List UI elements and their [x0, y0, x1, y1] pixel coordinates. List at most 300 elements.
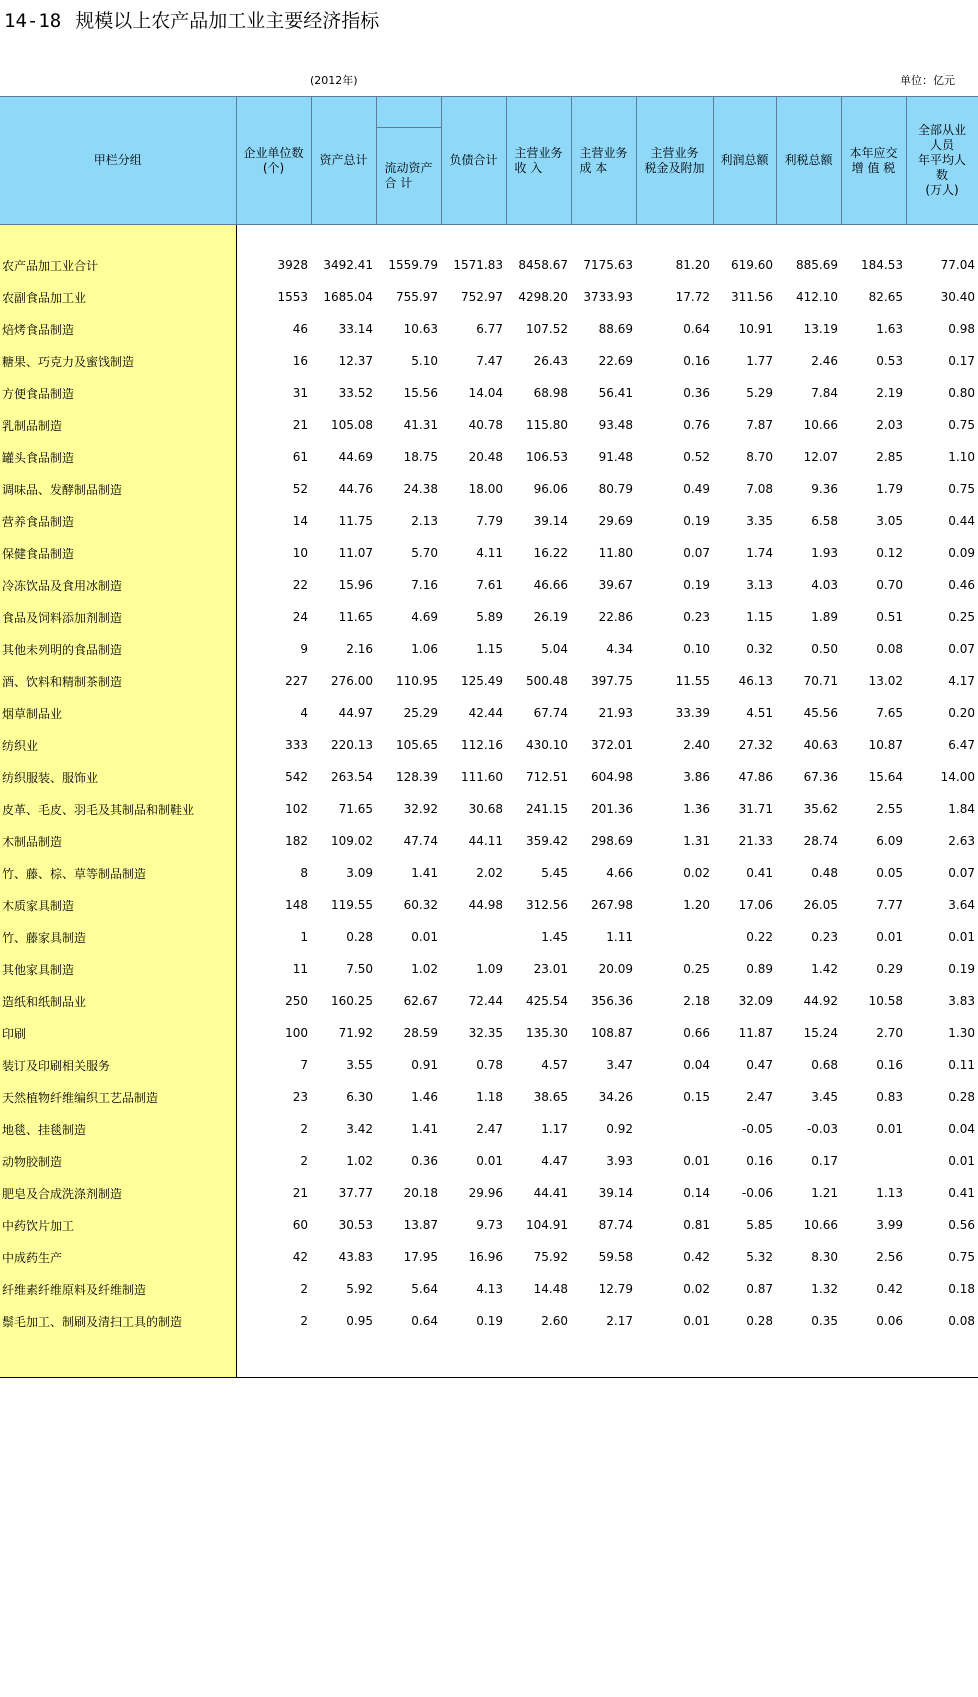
table-cell: 44.76 — [338, 482, 373, 496]
row-label: 酒、饮料和精制茶制造 — [0, 665, 236, 697]
table-cell: 2.70 — [876, 1026, 903, 1040]
header-current-assets: 流动资产 合 计 — [376, 128, 441, 225]
table-cell: -0.03 — [806, 1122, 838, 1136]
table-cell: 1685.04 — [323, 290, 373, 304]
table-cell: 1.41 — [411, 866, 438, 880]
table-cell: 619.60 — [731, 258, 773, 272]
table-cell: 33.39 — [675, 706, 710, 720]
table-cell: 106.53 — [526, 450, 568, 464]
table-cell: 5.04 — [541, 642, 568, 656]
table-cell: 21 — [292, 1186, 308, 1200]
table-cell: 46.13 — [738, 674, 773, 688]
row-label: 烟草制品业 — [0, 697, 236, 729]
table-cell: 0.01 — [948, 930, 975, 944]
table-cell: 80.79 — [598, 482, 633, 496]
table-cell: 312.56 — [526, 898, 568, 912]
table-cell: 0.68 — [811, 1058, 838, 1072]
table-cell: 10.87 — [868, 738, 903, 752]
table-row — [0, 313, 978, 345]
table-cell — [636, 1113, 713, 1145]
table-cell: 2 — [300, 1282, 308, 1296]
table-cell: 3928 — [277, 258, 308, 272]
table-cell: 30.53 — [338, 1218, 373, 1232]
table-cell: 0.01 — [411, 930, 438, 944]
table-cell: 500.48 — [526, 674, 568, 688]
table-cell: 4.51 — [746, 706, 773, 720]
table-row — [0, 889, 978, 921]
table-cell: 3.09 — [346, 866, 373, 880]
table-cell: 39.14 — [598, 1186, 633, 1200]
table-cell: 0.08 — [948, 1314, 975, 1328]
row-label: 其他家具制造 — [0, 953, 236, 985]
table-cell: 13.02 — [868, 674, 903, 688]
table-cell: 4.66 — [606, 866, 633, 880]
table-cell: 1.31 — [683, 834, 710, 848]
header-enterprises: 企业单位数 (个) — [236, 97, 311, 225]
table-row — [0, 345, 978, 377]
table-cell: 18.75 — [403, 450, 438, 464]
table-cell: 0.89 — [746, 962, 773, 976]
table-cell: 44.11 — [468, 834, 503, 848]
page-title — [4, 6, 379, 33]
table-row — [0, 1145, 978, 1177]
table-cell: 0.18 — [948, 1282, 975, 1296]
table-cell: 1.13 — [876, 1186, 903, 1200]
table-cell: 10.91 — [738, 322, 773, 336]
table-row — [0, 825, 978, 857]
table-cell: 0.17 — [948, 354, 975, 368]
table-cell: 1.06 — [411, 642, 438, 656]
header-assets: 资产总计 — [311, 97, 376, 225]
row-label: 农副食品加工业 — [0, 281, 236, 313]
table-cell: 13.87 — [403, 1218, 438, 1232]
table-cell: 10 — [292, 546, 308, 560]
table-cell: 5.45 — [541, 866, 568, 880]
table-cell: 3.35 — [746, 514, 773, 528]
table-cell: 0.16 — [683, 354, 710, 368]
table-cell: 4.03 — [811, 578, 838, 592]
table-row — [0, 249, 978, 281]
table-cell: 1.74 — [746, 546, 773, 560]
table-cell: 0.05 — [876, 866, 903, 880]
table-cell: 5.89 — [476, 610, 503, 624]
spacer-row — [0, 1337, 978, 1378]
header-profit: 利润总额 — [713, 97, 776, 225]
row-label: 竹、藤家具制造 — [0, 921, 236, 953]
table-cell: 23 — [292, 1090, 308, 1104]
table-cell: 0.91 — [411, 1058, 438, 1072]
table-row — [0, 921, 978, 953]
table-cell: 0.04 — [948, 1122, 975, 1136]
table-cell: 3.64 — [948, 898, 975, 912]
row-label: 地毯、挂毯制造 — [0, 1113, 236, 1145]
header-liabilities: 负债合计 — [441, 97, 506, 225]
table-cell: 0.01 — [683, 1154, 710, 1168]
table-cell: 7.87 — [746, 418, 773, 432]
table-cell: 712.51 — [526, 770, 568, 784]
table-cell: 0.19 — [683, 578, 710, 592]
table-cell: 75.92 — [533, 1250, 568, 1264]
table-cell: 43.83 — [338, 1250, 373, 1264]
table-row — [0, 505, 978, 537]
table-cell: 0.46 — [948, 578, 975, 592]
row-label: 食品及饲料添加剂制造 — [0, 601, 236, 633]
table-cell: 1.45 — [541, 930, 568, 944]
table-cell: 62.67 — [403, 994, 438, 1008]
table-cell: 16.96 — [468, 1250, 503, 1264]
table-cell: 0.14 — [683, 1186, 710, 1200]
table-cell: 2.13 — [411, 514, 438, 528]
row-label: 冷冻饮品及食用冰制造 — [0, 569, 236, 601]
table-cell: 1553 — [277, 290, 308, 304]
table-cell: 2.18 — [683, 994, 710, 1008]
table-cell: 0.36 — [411, 1154, 438, 1168]
table-cell: 0.28 — [746, 1314, 773, 1328]
table-cell: 12.79 — [598, 1282, 633, 1296]
table-cell: 100 — [285, 1026, 308, 1040]
table-cell: 2.40 — [683, 738, 710, 752]
table-cell: 31.71 — [738, 802, 773, 816]
table-cell: 59.58 — [598, 1250, 633, 1264]
table-cell: 2 — [300, 1154, 308, 1168]
table-cell: 0.01 — [876, 1122, 903, 1136]
table-cell: 3.45 — [811, 1090, 838, 1104]
table-row — [0, 1305, 978, 1337]
table-cell: 20.18 — [403, 1186, 438, 1200]
header-cost: 主营业务 成 本 — [571, 97, 636, 225]
header-tax-surcharge: 主营业务 税金及附加 — [636, 97, 713, 225]
table-cell: 82.65 — [868, 290, 903, 304]
table-row — [0, 1049, 978, 1081]
table-cell: 4.13 — [476, 1282, 503, 1296]
table-cell: 0.95 — [346, 1314, 373, 1328]
table-cell: 311.56 — [731, 290, 773, 304]
table-cell: 1.93 — [811, 546, 838, 560]
table-cell: 71.92 — [338, 1026, 373, 1040]
table-cell: 33.52 — [338, 386, 373, 400]
table-cell: 0.07 — [948, 866, 975, 880]
table-cell: 0.19 — [476, 1314, 503, 1328]
table-cell: 38.65 — [533, 1090, 568, 1104]
table-cell: 105.08 — [331, 418, 373, 432]
table-cell: 0.23 — [811, 930, 838, 944]
table-cell: 3.13 — [746, 578, 773, 592]
table-cell: 0.41 — [746, 866, 773, 880]
row-label: 中成药生产 — [0, 1241, 236, 1273]
table-cell: 2.56 — [876, 1250, 903, 1264]
table-cell: 148 — [285, 898, 308, 912]
table-cell: 1.89 — [811, 610, 838, 624]
table-cell: 2.47 — [746, 1090, 773, 1104]
table-cell: 0.50 — [811, 642, 838, 656]
row-label: 动物胶制造 — [0, 1145, 236, 1177]
table-cell: 2.60 — [541, 1314, 568, 1328]
table-cell: 0.07 — [683, 546, 710, 560]
row-label: 保健食品制造 — [0, 537, 236, 569]
table-cell: 47.74 — [403, 834, 438, 848]
table-cell: 0.19 — [948, 962, 975, 976]
table-cell: 42 — [292, 1250, 308, 1264]
table-cell: 7.08 — [746, 482, 773, 496]
table-cell: 29.96 — [468, 1186, 503, 1200]
table-cell: 88.69 — [598, 322, 633, 336]
table-cell: 3.47 — [606, 1058, 633, 1072]
table-cell: 267.98 — [591, 898, 633, 912]
table-cell: 0.29 — [876, 962, 903, 976]
table-cell: 11.80 — [598, 546, 633, 560]
table-cell: 11.55 — [675, 674, 710, 688]
table-cell: 7.84 — [811, 386, 838, 400]
table-cell: 61 — [292, 450, 308, 464]
table-cell: 52 — [292, 482, 308, 496]
table-cell: 2.46 — [811, 354, 838, 368]
table-cell: 1.09 — [476, 962, 503, 976]
table-cell: 13.19 — [803, 322, 838, 336]
table-cell: 0.83 — [876, 1090, 903, 1104]
table-row — [0, 281, 978, 313]
table-cell: 333 — [285, 738, 308, 752]
table-cell: 44.69 — [338, 450, 373, 464]
table-cell: 119.55 — [331, 898, 373, 912]
table-cell: 7 — [300, 1058, 308, 1072]
table-cell: 28.74 — [803, 834, 838, 848]
table-cell: 201.36 — [591, 802, 633, 816]
table-row — [0, 1241, 978, 1273]
table-cell: 17.72 — [675, 290, 710, 304]
table-cell: 91.48 — [598, 450, 633, 464]
table-cell: 30.68 — [468, 802, 503, 816]
table-cell: 15.24 — [803, 1026, 838, 1040]
table-cell: 5.70 — [411, 546, 438, 560]
table-cell: 2.16 — [346, 642, 373, 656]
table-cell: 81.20 — [675, 258, 710, 272]
table-cell: 2.17 — [606, 1314, 633, 1328]
table-cell: 1.77 — [746, 354, 773, 368]
table-cell: 184.53 — [861, 258, 903, 272]
table-cell: 5.92 — [346, 1282, 373, 1296]
table-cell: 108.87 — [591, 1026, 633, 1040]
table-cell: 2.85 — [876, 450, 903, 464]
table-row — [0, 1081, 978, 1113]
header-revenue: 主营业务 收 入 — [506, 97, 571, 225]
table-cell: 3.86 — [683, 770, 710, 784]
table-cell: 0.01 — [476, 1154, 503, 1168]
table-cell: 4.11 — [476, 546, 503, 560]
header-employees: 全部从业 人员 年平均人 数 (万人) — [906, 97, 978, 225]
table-cell: 0.51 — [876, 610, 903, 624]
table-cell: 11.75 — [338, 514, 373, 528]
table-cell: 109.02 — [331, 834, 373, 848]
table-cell: 2.55 — [876, 802, 903, 816]
table-cell: 7.77 — [876, 898, 903, 912]
table-cell: 0.64 — [683, 322, 710, 336]
table-cell: 39.14 — [533, 514, 568, 528]
table-row — [0, 1177, 978, 1209]
table-cell: 8.70 — [746, 450, 773, 464]
table-cell: 3.42 — [346, 1122, 373, 1136]
table-cell: 4.57 — [541, 1058, 568, 1072]
table-cell: 32.92 — [403, 802, 438, 816]
table-cell: 5.64 — [411, 1282, 438, 1296]
table-cell: 0.12 — [876, 546, 903, 560]
table-cell: 15.56 — [403, 386, 438, 400]
table-cell: 16.22 — [533, 546, 568, 560]
table-cell: 0.01 — [948, 1154, 975, 1168]
table-cell: 1559.79 — [388, 258, 438, 272]
table-row — [0, 985, 978, 1017]
header-group: 甲栏分组 — [0, 97, 236, 225]
table-cell: 8458.67 — [518, 258, 568, 272]
table-cell: 220.13 — [331, 738, 373, 752]
table-cell: 0.75 — [948, 418, 975, 432]
table-cell: 372.01 — [591, 738, 633, 752]
table-cell: 0.66 — [683, 1026, 710, 1040]
table-cell: 135.30 — [526, 1026, 568, 1040]
table-cell: 2.63 — [948, 834, 975, 848]
row-label: 调味品、发酵制品制造 — [0, 473, 236, 505]
table-cell: 425.54 — [526, 994, 568, 1008]
table-cell: 45.56 — [803, 706, 838, 720]
table-cell: 0.16 — [746, 1154, 773, 1168]
table-cell: 44.41 — [533, 1186, 568, 1200]
table-cell: 93.48 — [598, 418, 633, 432]
table-cell: 24 — [292, 610, 308, 624]
table-cell: 41.31 — [403, 418, 438, 432]
table-cell: 0.76 — [683, 418, 710, 432]
table-cell: 110.95 — [396, 674, 438, 688]
table-cell: 14.04 — [468, 386, 503, 400]
header-assets-sub-empty — [376, 97, 441, 128]
table-cell: 1.21 — [811, 1186, 838, 1200]
row-label: 纺织服装、服饰业 — [0, 761, 236, 793]
table-cell: 17.95 — [403, 1250, 438, 1264]
table-cell: 0.44 — [948, 514, 975, 528]
table-cell: 32.35 — [468, 1026, 503, 1040]
table-cell: 604.98 — [591, 770, 633, 784]
table-cell: 7.79 — [476, 514, 503, 528]
table-cell: 9.36 — [811, 482, 838, 496]
table-cell: 0.52 — [683, 450, 710, 464]
table-cell: 0.64 — [411, 1314, 438, 1328]
table-row — [0, 1017, 978, 1049]
table-cell: 1.84 — [948, 802, 975, 816]
table-row — [0, 1113, 978, 1145]
table-row — [0, 665, 978, 697]
table-cell: 60.32 — [403, 898, 438, 912]
table-cell: 67.74 — [533, 706, 568, 720]
table-cell: 102 — [285, 802, 308, 816]
row-label: 皮革、毛皮、羽毛及其制品和制鞋业 — [0, 793, 236, 825]
unit-note: 单位：亿元 — [900, 74, 955, 87]
table-cell: 2 — [300, 1122, 308, 1136]
table-cell: 0.15 — [683, 1090, 710, 1104]
table-cell: 263.54 — [331, 770, 373, 784]
table-cell: 20.48 — [468, 450, 503, 464]
table-cell: 125.49 — [461, 674, 503, 688]
table-cell: 9.73 — [476, 1218, 503, 1232]
table-cell: 1.15 — [746, 610, 773, 624]
table-cell: 542 — [285, 770, 308, 784]
table-cell: 47.86 — [738, 770, 773, 784]
table-cell: 0.47 — [746, 1058, 773, 1072]
table-cell: 6.30 — [346, 1090, 373, 1104]
table-cell: 0.17 — [811, 1154, 838, 1168]
table-cell: 71.65 — [338, 802, 373, 816]
table-cell: 7.50 — [346, 962, 373, 976]
table-cell — [441, 921, 506, 953]
table-cell: 3.99 — [876, 1218, 903, 1232]
table-row — [0, 569, 978, 601]
table-cell: 8.30 — [811, 1250, 838, 1264]
table-cell: 12.07 — [803, 450, 838, 464]
table-cell: 160.25 — [331, 994, 373, 1008]
table-cell: 30.40 — [940, 290, 975, 304]
table-cell: 14.00 — [940, 770, 975, 784]
table-cell: 7.47 — [476, 354, 503, 368]
table-cell: 1.15 — [476, 642, 503, 656]
table-row — [0, 1209, 978, 1241]
table-cell: 15.96 — [338, 578, 373, 592]
table-cell: 2.03 — [876, 418, 903, 432]
table-cell: 56.41 — [598, 386, 633, 400]
table-row — [0, 409, 978, 441]
row-label: 纤维素纤维原料及纤维制造 — [0, 1273, 236, 1305]
table-cell: 10.66 — [803, 1218, 838, 1232]
row-label: 罐头食品制造 — [0, 441, 236, 473]
table-cell: 0.07 — [948, 642, 975, 656]
table-cell: 0.01 — [876, 930, 903, 944]
table-cell: 4.34 — [606, 642, 633, 656]
table-cell: 6.77 — [476, 322, 503, 336]
table-cell: 67.36 — [803, 770, 838, 784]
table-cell: 107.52 — [526, 322, 568, 336]
table-cell: 2.47 — [476, 1122, 503, 1136]
table-cell: 0.75 — [948, 482, 975, 496]
table-cell: 1.20 — [683, 898, 710, 912]
table-cell: 28.59 — [403, 1026, 438, 1040]
table-cell: 3.93 — [606, 1154, 633, 1168]
table-cell: 412.10 — [796, 290, 838, 304]
table-cell: 0.10 — [683, 642, 710, 656]
table-cell: 0.11 — [948, 1058, 975, 1072]
table-row — [0, 377, 978, 409]
row-label: 乳制品制造 — [0, 409, 236, 441]
table-cell: 10.66 — [803, 418, 838, 432]
table-cell: 0.48 — [811, 866, 838, 880]
table-cell: 1.30 — [948, 1026, 975, 1040]
table-cell: 27.32 — [738, 738, 773, 752]
table-title: 规模以上农产品加工业主要经济指标 — [75, 10, 380, 32]
table-row — [0, 953, 978, 985]
table-body — [0, 225, 978, 1378]
table-cell: 11.65 — [338, 610, 373, 624]
table-cell: 250 — [285, 994, 308, 1008]
header-profit-tax: 利税总额 — [776, 97, 841, 225]
table-cell: 359.42 — [526, 834, 568, 848]
spacer-row — [0, 225, 978, 250]
year-note: (2012年) — [310, 74, 358, 87]
table-cell: 17.06 — [738, 898, 773, 912]
row-label: 天然植物纤维编织工艺品制造 — [0, 1081, 236, 1113]
table-cell: 0.81 — [683, 1218, 710, 1232]
table-cell: 8 — [300, 866, 308, 880]
row-label: 方便食品制造 — [0, 377, 236, 409]
table-row — [0, 793, 978, 825]
row-label: 木质家具制造 — [0, 889, 236, 921]
table-cell — [636, 921, 713, 953]
table-cell: 68.98 — [533, 386, 568, 400]
table-cell: 7.65 — [876, 706, 903, 720]
